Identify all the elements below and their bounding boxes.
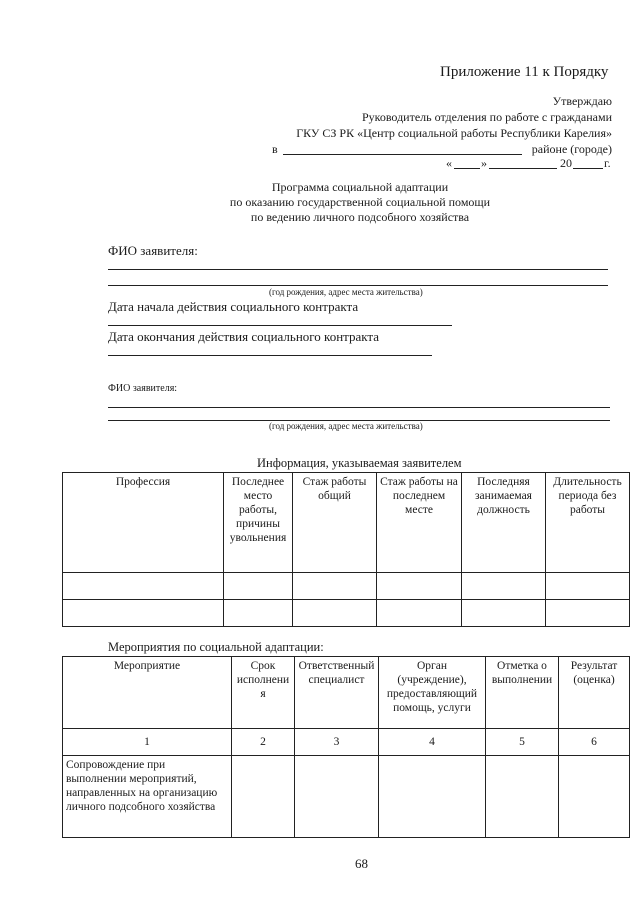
info-cell bbox=[63, 600, 224, 627]
page-number: 68 bbox=[355, 856, 368, 871]
fio-line-2 bbox=[108, 285, 608, 286]
info-cell bbox=[224, 600, 293, 627]
info-header-unemployment-period: Длительность периода без работы bbox=[546, 473, 630, 573]
info-table bbox=[62, 472, 630, 627]
events-cell bbox=[232, 756, 295, 838]
events-table bbox=[62, 656, 630, 838]
info-row-2 bbox=[63, 600, 630, 627]
info-cell bbox=[462, 573, 546, 600]
date-year-prefix: 20 bbox=[560, 156, 572, 170]
date-year-suffix: г. bbox=[604, 156, 611, 170]
info-header-last-job: Последнее место работы, причины увольнения bbox=[224, 473, 293, 573]
approve-district-prefix: в bbox=[272, 142, 278, 156]
info-header-row bbox=[63, 473, 630, 573]
contract-end-line bbox=[108, 355, 432, 356]
events-header-agency: Орган (учреждение), предоставляющий помощь, услуги bbox=[379, 657, 486, 729]
info-cell bbox=[293, 573, 377, 600]
title-line-3: по ведению личного подсобного хозяйства bbox=[250, 210, 470, 224]
events-header-deadline: Срок исполнения bbox=[232, 657, 295, 729]
events-col-number: 3 bbox=[295, 729, 379, 756]
events-col-number: 1 bbox=[63, 729, 232, 756]
events-header-completion-mark: Отметка о выполнении bbox=[486, 657, 559, 729]
approve-label: Утверждаю bbox=[552, 94, 612, 108]
events-cell bbox=[295, 756, 379, 838]
date-close-quote: » bbox=[481, 156, 487, 170]
date-open-quote: « bbox=[446, 156, 452, 170]
date-year-line bbox=[573, 168, 603, 169]
events-table-caption: Мероприятия по социальной адаптации: bbox=[108, 640, 324, 654]
events-cell bbox=[559, 756, 630, 838]
events-header-responsible: Ответственный специалист bbox=[295, 657, 379, 729]
date-day-line bbox=[454, 168, 480, 169]
info-cell bbox=[546, 573, 630, 600]
info-header-profession: Профессия bbox=[63, 473, 224, 573]
events-header-event: Мероприятие bbox=[63, 657, 232, 729]
title-line-1: Программа социальной адаптации bbox=[271, 180, 449, 194]
fio-line-1 bbox=[108, 269, 608, 270]
approve-organization: ГКУ СЗ РК «Центр социальной работы Республики Карелия» bbox=[296, 126, 612, 140]
title-line-2: по оказанию государственной социальной помощи bbox=[229, 195, 491, 209]
fio-small-line-1 bbox=[108, 407, 610, 408]
appendix-note: Приложение 11 к Порядку bbox=[440, 64, 609, 80]
info-row-1 bbox=[63, 573, 630, 600]
info-header-last-position: Последняя занимаемая должность bbox=[462, 473, 546, 573]
contract-start-label: Дата начала действия социального контракта bbox=[108, 299, 359, 314]
birth-address-hint-2: (год рождения, адрес места жительства) bbox=[269, 421, 423, 431]
fio-label: ФИО заявителя: bbox=[108, 243, 198, 258]
info-cell bbox=[293, 600, 377, 627]
events-row-1 bbox=[63, 756, 630, 838]
info-cell bbox=[224, 573, 293, 600]
events-col-number: 4 bbox=[379, 729, 486, 756]
district-blank-line bbox=[283, 154, 522, 155]
info-cell bbox=[377, 573, 462, 600]
events-cell bbox=[379, 756, 486, 838]
info-header-last-place-experience: Стаж работы на последнем месте bbox=[377, 473, 462, 573]
birth-address-hint: (год рождения, адрес места жительства) bbox=[269, 287, 423, 297]
events-header-result: Результат (оценка) bbox=[559, 657, 630, 729]
events-header-row bbox=[63, 657, 630, 729]
info-table-caption: Информация, указываемая заявителем bbox=[257, 456, 462, 470]
events-col-number: 5 bbox=[486, 729, 559, 756]
date-month-line bbox=[489, 168, 557, 169]
approve-position: Руководитель отделения по работе с гражданами bbox=[361, 110, 612, 124]
info-cell bbox=[462, 600, 546, 627]
events-col-number: 6 bbox=[559, 729, 630, 756]
events-cell bbox=[486, 756, 559, 838]
info-cell bbox=[546, 600, 630, 627]
info-cell bbox=[63, 573, 224, 600]
events-col-number: 2 bbox=[232, 729, 295, 756]
contract-end-label: Дата окончания действия социального контракта bbox=[108, 329, 380, 344]
info-header-total-experience: Стаж работы общий bbox=[293, 473, 377, 573]
approve-district-suffix: районе (городе) bbox=[531, 142, 612, 156]
fio-label-small: ФИО заявителя: bbox=[108, 383, 178, 394]
events-number-row bbox=[63, 729, 630, 756]
info-cell bbox=[377, 600, 462, 627]
events-row-1-event: Сопровождение при выполнении мероприятий, направленных на организацию личного подсобного хозяйства bbox=[63, 756, 232, 838]
contract-start-line bbox=[108, 325, 452, 326]
